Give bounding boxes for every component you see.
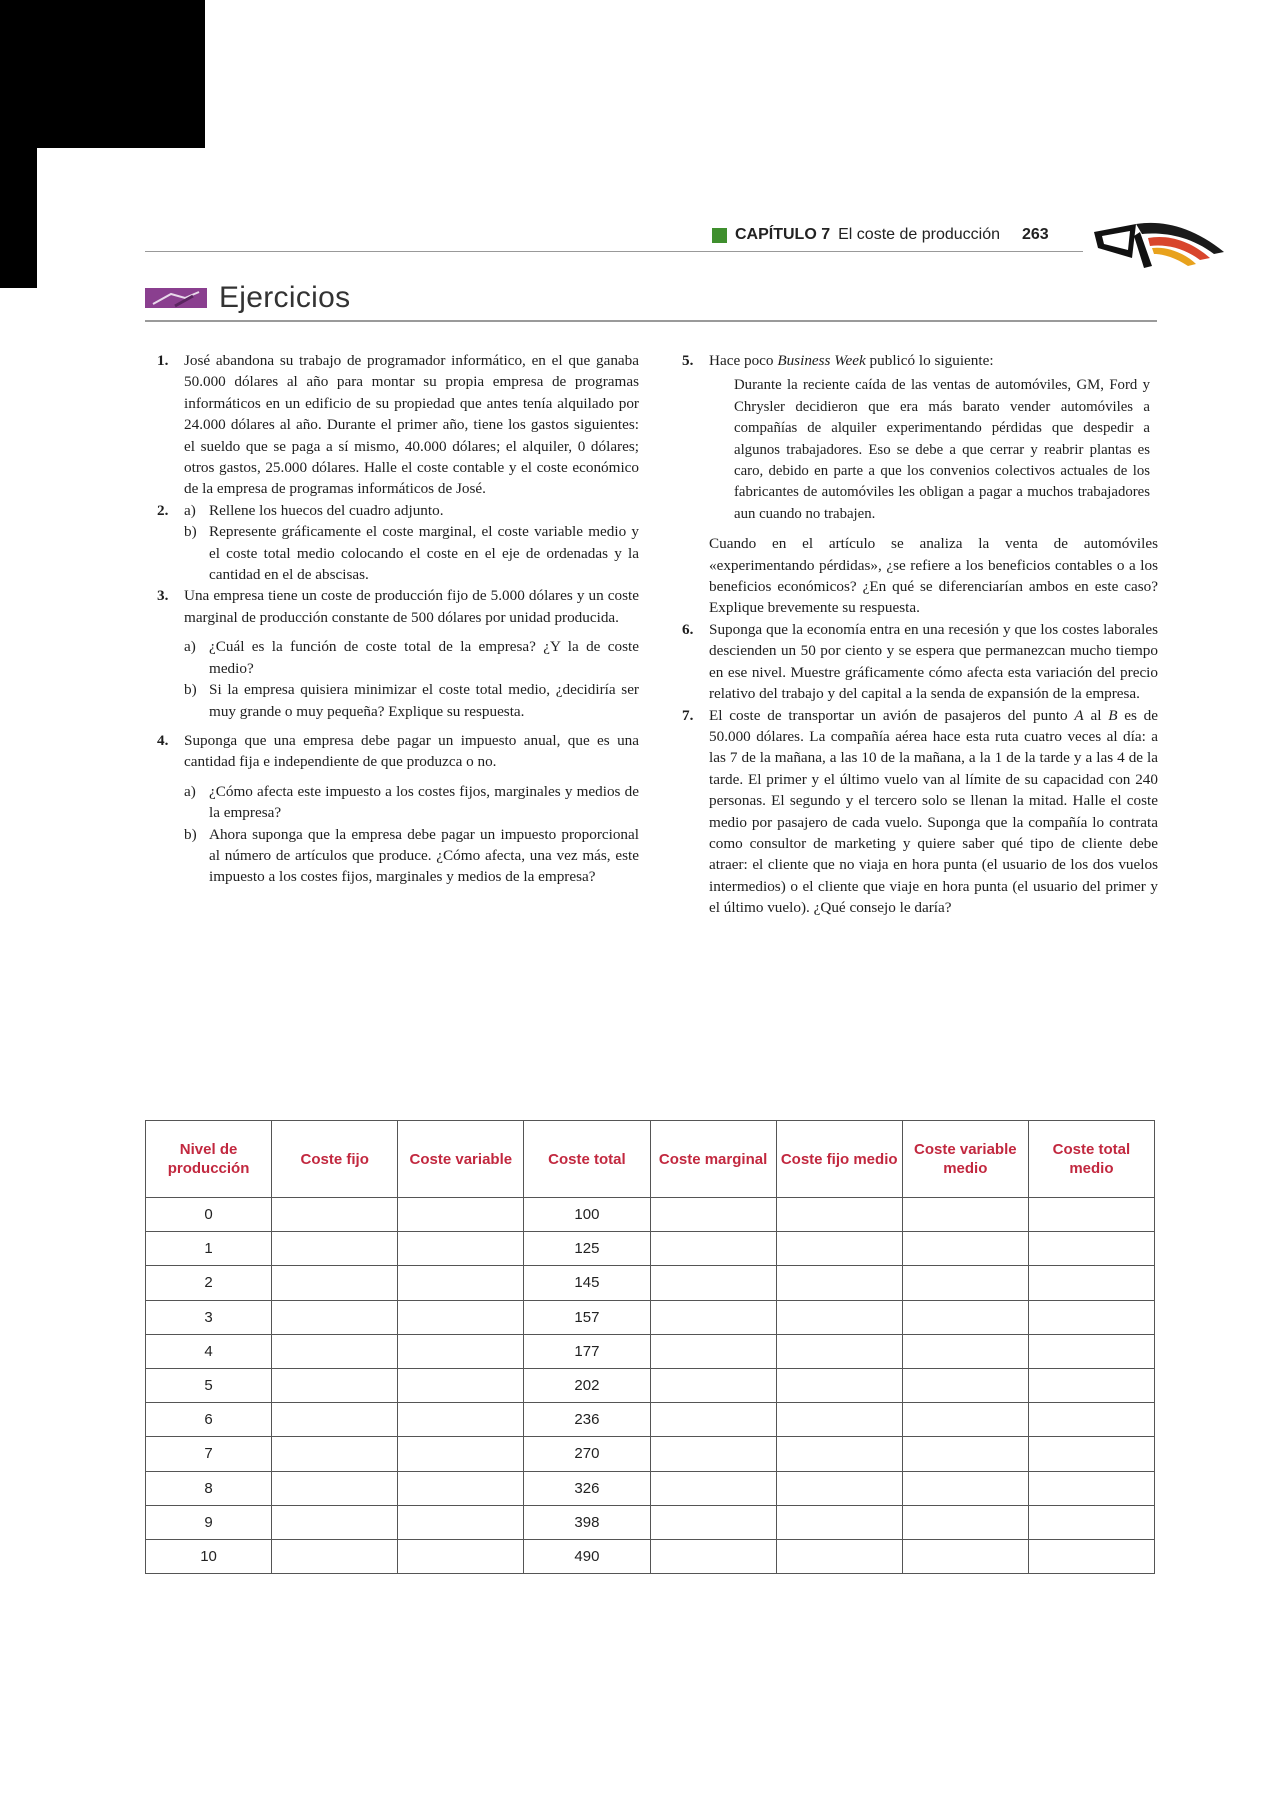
table-cell	[902, 1232, 1028, 1266]
table-cell	[398, 1232, 524, 1266]
point-b-label: B	[1108, 706, 1118, 724]
table-cell	[398, 1471, 524, 1505]
table-cell	[1028, 1232, 1154, 1266]
table-header-row	[146, 1121, 1155, 1198]
table-cell	[650, 1334, 776, 1368]
table-cell	[1028, 1334, 1154, 1368]
section-heading	[145, 281, 350, 315]
table-cell: 2	[146, 1266, 272, 1300]
table-cell: 398	[524, 1505, 650, 1539]
table-cell	[1028, 1539, 1154, 1573]
block-quote: Durante la reciente caída de las ventas de automóviles, GM, Ford y Chrysler decidieron que era más barato vender automóviles a compañías de alquiler experimentando pérdidas que despedir a algunos trabajadores. Eso se debe a que cerrar y reabrir plantas es caro, debido en parte a que los convenios colectivos actuales de los fabricantes de automóviles les obligan a pagar a muchos trabajadores aun cuando no trabajen.	[734, 377, 1150, 522]
table-cell	[1028, 1300, 1154, 1334]
exercise-number: 5.	[682, 352, 694, 369]
table-cell: 5	[146, 1368, 272, 1402]
table-cell	[776, 1437, 902, 1471]
table-cell	[650, 1368, 776, 1402]
table-cell	[1028, 1368, 1154, 1402]
table-cell	[650, 1505, 776, 1539]
exercise-3b	[184, 679, 639, 722]
table-cell: 490	[524, 1539, 650, 1573]
section-title: Ejercicios	[219, 281, 351, 314]
chapter-square-icon	[712, 228, 727, 243]
black-corner-tab	[0, 148, 37, 288]
chapter-label: CAPÍTULO 7	[735, 226, 831, 243]
column-header: Nivel de producción	[146, 1121, 272, 1198]
table-cell	[776, 1471, 902, 1505]
table-cell	[650, 1437, 776, 1471]
table-cell	[398, 1505, 524, 1539]
black-corner-block	[0, 0, 205, 148]
table-row	[146, 1539, 1155, 1573]
exercise-text-part: al	[1083, 706, 1109, 724]
table-cell	[398, 1437, 524, 1471]
table-cell	[902, 1505, 1028, 1539]
table-row	[146, 1471, 1155, 1505]
table-cell	[1028, 1437, 1154, 1471]
table-cell	[776, 1505, 902, 1539]
column-header: Coste fijo	[272, 1121, 398, 1198]
chapter-swoosh-graphic-icon	[1092, 218, 1228, 270]
table-cell	[272, 1368, 398, 1402]
exercise-2b	[184, 521, 639, 585]
left-column	[157, 350, 639, 888]
table-cell	[902, 1334, 1028, 1368]
table-cell	[398, 1266, 524, 1300]
table-cell	[776, 1266, 902, 1300]
column-header: Coste fijo medio	[776, 1121, 902, 1198]
exercise-number: 1.	[157, 352, 169, 369]
table-cell	[1028, 1266, 1154, 1300]
table-cell	[398, 1334, 524, 1368]
publication-name: Business Week	[777, 352, 866, 369]
table-cell: 7	[146, 1437, 272, 1471]
sub-label: b)	[184, 523, 197, 541]
sub-text: Si la empresa quisiera minimizar el coste total medio, ¿decidiría ser muy grande o muy pequeña? Explique su respuesta.	[209, 681, 639, 720]
column-header: Coste variable	[398, 1121, 524, 1198]
header-rule	[145, 251, 1083, 252]
exercises-pencil-icon	[145, 286, 207, 310]
running-head	[712, 222, 1049, 248]
column-header: Coste total	[524, 1121, 650, 1198]
table-cell	[272, 1300, 398, 1334]
table-body	[146, 1198, 1155, 1574]
table-cell	[272, 1403, 398, 1437]
table-cell	[776, 1300, 902, 1334]
table-cell	[272, 1437, 398, 1471]
table-row	[146, 1232, 1155, 1266]
exercise-5	[682, 350, 1158, 371]
table-cell: 1	[146, 1232, 272, 1266]
exercise-5-question: Cuando en el artículo se analiza la venta de automóviles «experimentando pérdidas», ¿se refiere a los beneficios contables o a los beneficios económicos? ¿En qué se diferenciarían ambos en este caso? Explique brevemente su respuesta.	[709, 535, 1158, 617]
exercise-text: Una empresa tiene un coste de producción fijo de 5.000 dólares y un coste marginal de producción constante de 500 dólares por unidad producida.	[184, 587, 639, 626]
table-cell	[902, 1266, 1028, 1300]
table-cell: 6	[146, 1403, 272, 1437]
exercise-2a	[184, 500, 639, 521]
exercise-4	[157, 730, 639, 888]
table-cell	[272, 1266, 398, 1300]
table-cell: 10	[146, 1539, 272, 1573]
sub-text: ¿Cuál es la función de coste total de la empresa? ¿Y la de coste medio?	[209, 638, 639, 677]
table-cell: 270	[524, 1437, 650, 1471]
table-cell: 100	[524, 1198, 650, 1232]
table-row	[146, 1266, 1155, 1300]
point-a-label: A	[1074, 706, 1084, 724]
right-column	[682, 350, 1158, 919]
table-cell	[902, 1403, 1028, 1437]
table-cell	[398, 1198, 524, 1232]
table-cell: 326	[524, 1471, 650, 1505]
table-cell	[272, 1232, 398, 1266]
table-cell	[902, 1368, 1028, 1402]
table-row	[146, 1300, 1155, 1334]
exercise-intro-end: publicó lo siguiente:	[865, 352, 994, 369]
table-cell	[650, 1471, 776, 1505]
table-cell: 177	[524, 1334, 650, 1368]
exercise-4b	[184, 824, 639, 888]
table-cell	[776, 1368, 902, 1402]
column-header: Coste variable medio	[902, 1121, 1028, 1198]
table-cell	[650, 1300, 776, 1334]
exercise-2	[157, 500, 639, 586]
table-row	[146, 1334, 1155, 1368]
table-cell	[1028, 1198, 1154, 1232]
table-cell: 125	[524, 1232, 650, 1266]
exercise-intro-start: Hace poco	[709, 352, 778, 369]
table-cell	[272, 1539, 398, 1573]
table-cell	[650, 1539, 776, 1573]
table-cell	[776, 1539, 902, 1573]
table-cell	[776, 1403, 902, 1437]
table-cell	[902, 1198, 1028, 1232]
sub-text: Represente gráficamente el coste marginal, el coste variable medio y el coste total medio colocando el coste en el eje de ordenadas y la cantidad en el de abscisas.	[209, 523, 639, 584]
table-cell	[272, 1198, 398, 1232]
exercise-3a	[184, 636, 639, 679]
table-row	[146, 1437, 1155, 1471]
exercise-text-part: es de 50.000 dólares. La compañía aérea hace esta ruta cuatro veces al día: a las 7 de la mañana, a las 10 de la mañana, a la 1 de la tarde y a las 4 de la tarde. El primer y el último vuelo van al límite de su capacidad con 240 personas. El segundo y el tercero solo se llenan la mitad. Halle el coste medio por pasajero de cada vuelo. Suponga que la compañía lo contrata como consultor de marketing y quiere saber qué tipo de cliente debe atraer: el cliente que no viaja en hora punta (el usuario de los dos vuelos intermedios) o el cliente que viaje en hora punta (el usuario del primer y el último vuelo). ¿Qué consejo le daría?	[709, 706, 1158, 917]
table-cell	[902, 1300, 1028, 1334]
table-row	[146, 1403, 1155, 1437]
exercise-number: 4.	[157, 731, 169, 749]
exercise-text: José abandona su trabajo de programador informático, en el que ganaba 50.000 dólares al año para montar su propia empresa de programas informáticos en un edificio de su propiedad que antes tenía alquilado por 24.000 dólares al año. Durante el primer año, tiene los gastos siguientes: el sueldo que se paga a sí mismo, 40.000 dólares; el alquiler, 0 dólares; otros gastos, 25.000 dólares. Halle el coste contable y el coste económico de la empresa de programas informáticos de José.	[184, 352, 639, 498]
table-cell	[398, 1539, 524, 1573]
sub-label: b)	[184, 681, 197, 699]
exercise-1	[157, 350, 639, 500]
sub-label: a)	[184, 638, 196, 656]
table-cell	[650, 1232, 776, 1266]
table-cell	[650, 1266, 776, 1300]
table-cell	[398, 1300, 524, 1334]
table-row	[146, 1368, 1155, 1402]
page-number: 263	[1022, 226, 1049, 243]
exercise-text-part: El coste de transportar un avión de pasajeros del punto	[709, 706, 1075, 724]
table-cell	[398, 1368, 524, 1402]
table-cell	[902, 1471, 1028, 1505]
column-header: Coste marginal	[650, 1121, 776, 1198]
table-cell	[650, 1403, 776, 1437]
table-cell: 3	[146, 1300, 272, 1334]
cost-table	[145, 1120, 1155, 1574]
table-cell: 4	[146, 1334, 272, 1368]
table-cell	[902, 1437, 1028, 1471]
table-row	[146, 1505, 1155, 1539]
table-cell	[776, 1334, 902, 1368]
table-cell: 9	[146, 1505, 272, 1539]
sub-label: b)	[184, 825, 197, 843]
exercise-6	[682, 619, 1158, 705]
chapter-title: El coste de producción	[838, 226, 1000, 243]
sub-text: Rellene los huecos del cuadro adjunto.	[209, 501, 444, 519]
table-cell: 8	[146, 1471, 272, 1505]
table-row	[146, 1198, 1155, 1232]
sub-label: a)	[184, 782, 196, 800]
table-cell	[776, 1198, 902, 1232]
column-header: Coste total medio	[1028, 1121, 1154, 1198]
table-cell	[272, 1334, 398, 1368]
exercise-text: Suponga que la economía entra en una recesión y que los costes laborales descienden un 50 por ciento y se espera que permanezcan mucho tiempo en ese nivel. Muestre gráficamente cómo afecta esta variación del precio relativo del trabajo y del capital a la senda de expansión de la empresa.	[709, 620, 1158, 703]
table-cell	[272, 1505, 398, 1539]
table-cell: 157	[524, 1300, 650, 1334]
table-cell	[272, 1471, 398, 1505]
table-cell: 145	[524, 1266, 650, 1300]
section-rule	[145, 320, 1157, 322]
exercise-3	[157, 585, 639, 721]
sub-text: Ahora suponga que la empresa debe pagar un impuesto proporcional al número de artículos que produce. ¿Cómo afecta, una vez más, este impuesto a los costes fijos, marginales y medios de la empresa?	[209, 825, 639, 886]
exercise-number: 7.	[682, 706, 694, 724]
table-cell: 0	[146, 1198, 272, 1232]
table-cell: 202	[524, 1368, 650, 1402]
table-cell	[902, 1539, 1028, 1573]
exercise-number: 3.	[157, 587, 169, 605]
table-cell	[1028, 1471, 1154, 1505]
exercise-number: 2.	[157, 501, 169, 519]
exercise-text: Suponga que una empresa debe pagar un impuesto anual, que es una cantidad fija e independiente de que produzca o no.	[184, 731, 639, 771]
exercise-4a	[184, 781, 639, 824]
table-cell	[1028, 1403, 1154, 1437]
exercise-7	[682, 705, 1158, 919]
table-cell	[1028, 1505, 1154, 1539]
table-cell	[398, 1403, 524, 1437]
table-cell: 236	[524, 1403, 650, 1437]
sub-label: a)	[184, 501, 196, 519]
sub-text: ¿Cómo afecta este impuesto a los costes fijos, marginales y medios de la empresa?	[209, 782, 639, 822]
table-cell	[776, 1232, 902, 1266]
exercise-number: 6.	[682, 620, 694, 638]
table-cell	[650, 1198, 776, 1232]
